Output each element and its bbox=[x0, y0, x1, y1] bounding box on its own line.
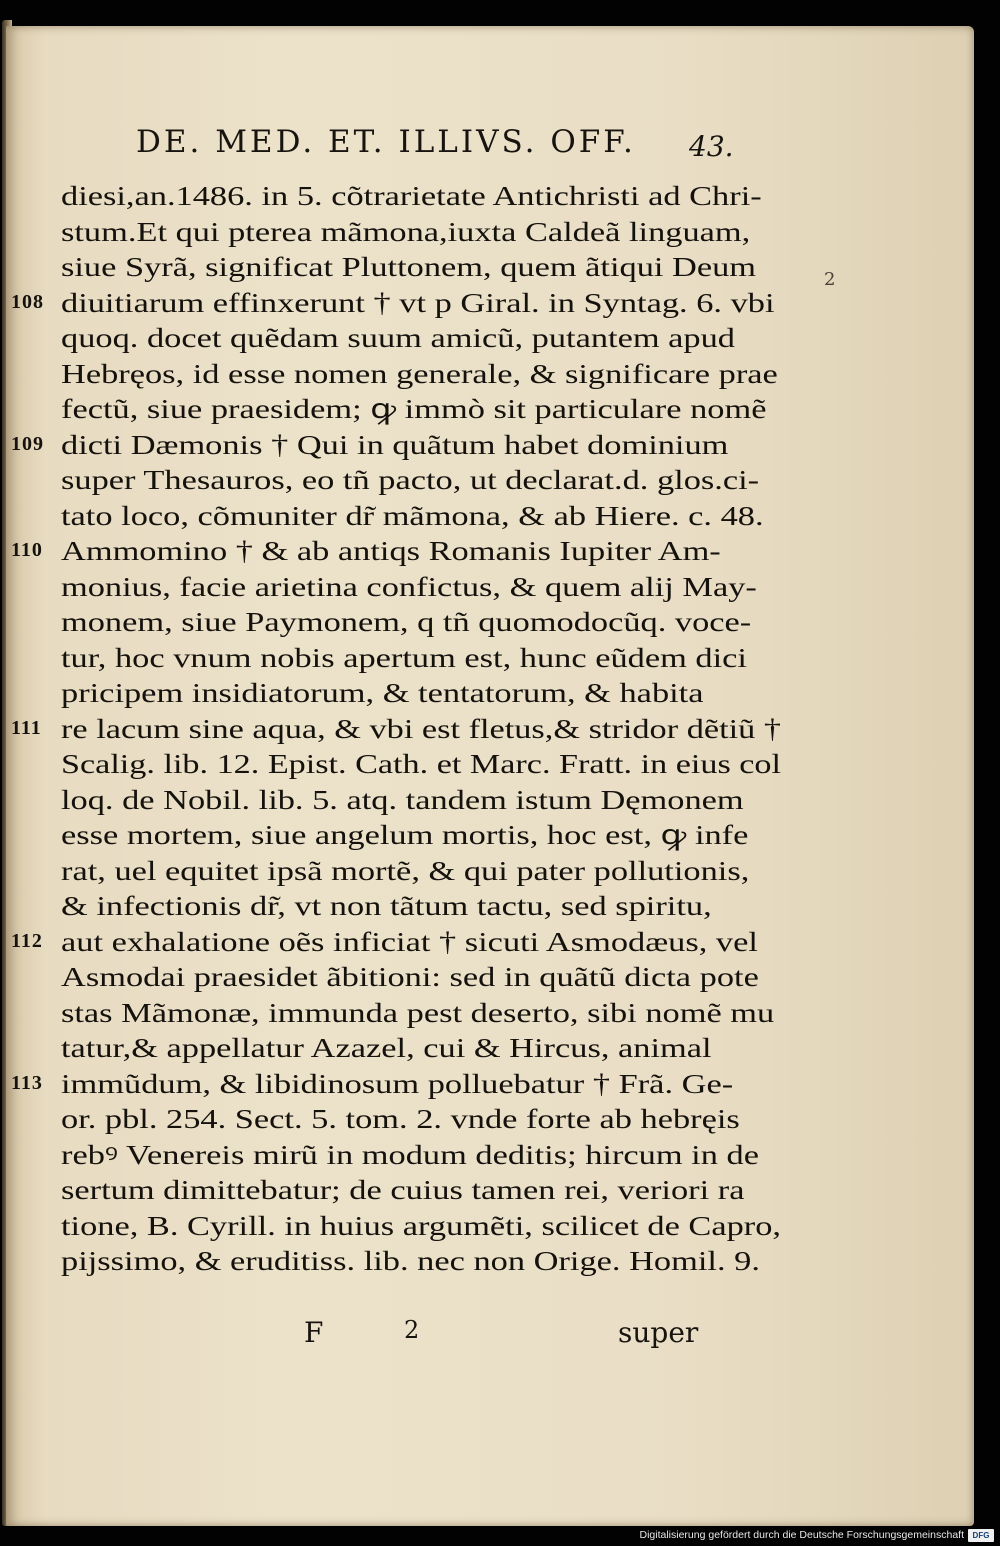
text-line bbox=[61, 888, 781, 924]
dfg-banner bbox=[639, 1527, 994, 1543]
line-text: pricipem insidiatorum, & tentatorum, & habita bbox=[61, 677, 704, 708]
text-line bbox=[61, 1030, 781, 1066]
marginal-number: 108 bbox=[11, 290, 44, 313]
dfg-logo-icon: DFG bbox=[968, 1529, 994, 1542]
line-text: re lacum sine aqua, & vbi est fletus,& stridor dẽtiũ † bbox=[61, 712, 781, 744]
line-text: aut exhalatione oẽs inficiat † sicuti Asmodæus, vel bbox=[61, 925, 758, 957]
text-line bbox=[61, 1137, 781, 1173]
signature-number: 2 bbox=[404, 1316, 420, 1344]
text-line bbox=[11, 1066, 781, 1102]
line-text: loq. de Nobil. lib. 5. atq. tandem istum Dęmonem bbox=[61, 783, 744, 815]
text-line bbox=[61, 1243, 781, 1279]
line-text: quoq. docet quẽdam suum amicũ, putantem apud bbox=[61, 322, 735, 353]
text-line bbox=[61, 817, 781, 853]
line-text: Ammomino † & ab antiqs Romanis Iupiter Am- bbox=[61, 535, 721, 566]
text-line bbox=[61, 462, 781, 498]
line-text: diuitiarum effinxerunt † vt p Giral. in Syntag. 6. vbi bbox=[61, 286, 775, 318]
text-line bbox=[61, 356, 781, 392]
text-line bbox=[61, 569, 781, 605]
text-line bbox=[61, 782, 781, 818]
marginal-number: 111 bbox=[11, 716, 42, 739]
text-line bbox=[61, 1101, 781, 1137]
line-text: monius, facie arietina confictus, & quem alij May- bbox=[61, 570, 757, 602]
catchword: super bbox=[618, 1316, 699, 1349]
line-text: immũdum, & libidinosum polluebatur † Frã. Ge- bbox=[61, 1067, 734, 1099]
line-text: Hebręos, id esse nomen generale, & significare prae bbox=[61, 357, 778, 389]
line-text: & infectionis dr̃, vt non tãtum tactu, sed spiritu, bbox=[61, 890, 712, 921]
text-line bbox=[61, 178, 781, 214]
text-line bbox=[61, 498, 781, 534]
text-line bbox=[11, 924, 781, 960]
line-text: sertum dimittebatur; de cuius tamen rei, veriori ra bbox=[61, 1174, 745, 1205]
line-text: diesi,an.1486. in 5. cõtrarietate Antichristi ad Chri- bbox=[61, 180, 762, 211]
text-line bbox=[61, 249, 781, 285]
text-line bbox=[61, 853, 781, 889]
text-line bbox=[61, 604, 781, 640]
line-text: esse mortem, siue angelum mortis, hoc est, ꝙ infe bbox=[61, 819, 749, 850]
text-line bbox=[11, 533, 781, 569]
line-text: Asmodai praesidet ãbitioni: sed in quãtũ dicta pote bbox=[61, 961, 759, 992]
line-text: super Thesauros, eo tñ pacto, ut declarat.d. glos.ci- bbox=[61, 464, 760, 495]
body-text bbox=[11, 178, 781, 1279]
text-line bbox=[61, 320, 781, 356]
line-text: rebꝰ Venereis mirũ in modum deditis; hircum in de bbox=[61, 1138, 759, 1170]
marginal-number: 113 bbox=[11, 1071, 43, 1094]
text-line bbox=[61, 214, 781, 250]
line-text: fectũ, siue praesidem; ꝙ immò sit particulare nomẽ bbox=[61, 393, 767, 424]
line-text: tione, B. Cyrill. in huius argumẽti, scilicet de Capro, bbox=[61, 1209, 781, 1241]
text-line bbox=[61, 391, 781, 427]
line-text: tatur,& appellatur Azazel, cui & Hircus, animal bbox=[61, 1032, 712, 1063]
line-text: stas Mãmonæ, immunda pest deserto, sibi nomẽ mu bbox=[61, 996, 775, 1028]
line-text: Scalig. lib. 12. Epist. Cath. et Marc. Fratt. in eius col bbox=[61, 748, 781, 779]
line-text: monem, siue Paymonem, q tñ quomodocũq. voce- bbox=[61, 606, 752, 637]
margin-mark: 2 bbox=[824, 269, 836, 290]
text-line bbox=[61, 640, 781, 676]
marginal-number: 109 bbox=[11, 432, 44, 455]
line-text: rat, uel equitet ipsã mortẽ, & qui pater pollutionis, bbox=[61, 854, 750, 886]
folio-number: 43. bbox=[689, 130, 734, 163]
line-text: dicti Dæmonis † Qui in quãtum habet dominium bbox=[61, 428, 729, 460]
marginal-number: 110 bbox=[11, 539, 43, 561]
text-line bbox=[61, 959, 781, 995]
text-line bbox=[61, 995, 781, 1031]
running-head: DE. MED. ET. ILLIVS. OFF. bbox=[136, 124, 636, 160]
line-text: tato loco, cõmuniter dr̃ mãmona, & ab Hiere. c. 48. bbox=[61, 499, 764, 531]
text-line bbox=[11, 285, 781, 321]
text-line bbox=[11, 427, 781, 463]
catchline bbox=[6, 1316, 1000, 1356]
signature-letter: F bbox=[304, 1316, 324, 1349]
text-line bbox=[61, 675, 781, 711]
text-line bbox=[61, 1208, 781, 1244]
text-line bbox=[11, 711, 781, 747]
line-text: stum.Et qui pterea mãmona,iuxta Caldeã linguam, bbox=[61, 215, 751, 247]
line-text: or. pbl. 254. Sect. 5. tom. 2. vnde forte ab hebręis bbox=[61, 1103, 740, 1134]
line-text: tur, hoc vnum nobis apertum est, hunc eũdem dici bbox=[61, 641, 747, 673]
text-line bbox=[61, 746, 781, 782]
dfg-credit-text: Digitalisierung gefördert durch die Deutsche Forschungsgemeinschaft bbox=[639, 1529, 964, 1541]
book-page bbox=[6, 26, 974, 1526]
line-text: siue Syrã, significat Pluttonem, quem ãtiqui Deum bbox=[61, 251, 757, 282]
line-text: pijssimo, & eruditiss. lib. nec non Orige. Homil. 9. bbox=[61, 1245, 760, 1276]
text-line bbox=[61, 1172, 781, 1208]
marginal-number: 112 bbox=[11, 929, 43, 952]
